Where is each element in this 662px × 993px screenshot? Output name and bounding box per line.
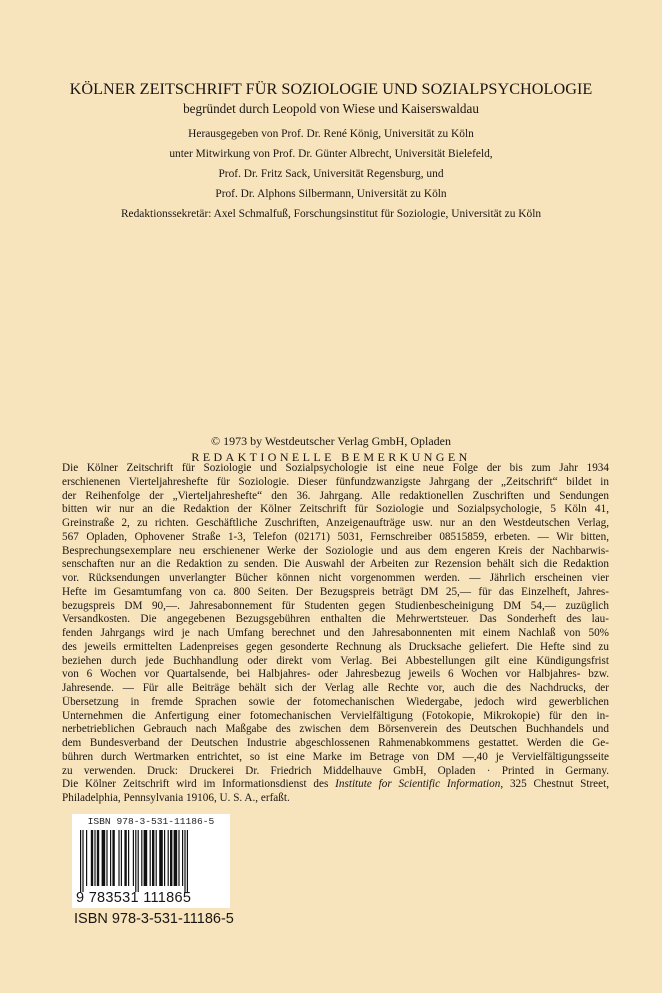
barcode-bar [170, 830, 172, 886]
body-line: Hefte im Gesamtumfang von ca. 800 Seiten. Der Bezugspreis beträgt DM 25,— für das Einzelheft, Jahres- [62, 585, 609, 598]
body-line: 567 Opladen, Ophovener Straße 1-3, Telefon (02171) 5031, Fernschreiber 08515859, erbeten. — Wir bitten, [62, 530, 609, 543]
copyright-notice: © 1973 by Westdeutscher Verlag GmbH, Opladen [211, 434, 451, 448]
barcode-bar [168, 830, 169, 886]
text-span: Die Kölner Zeitschrift wird im Informationsdienst des [62, 778, 336, 791]
barcode-bar [91, 830, 93, 886]
body-line: bitten wir nur an die Redaktion der Kölner Zeitschrift für Soziologie und Sozialpsychologie, 5 Köln 41, [62, 503, 609, 516]
barcode-bar [112, 830, 114, 886]
barcode-bar [124, 830, 126, 886]
body-line: Versandkosten. Die angegebenen Bezugsgebühren enthalten die Mehrwertsteuer. Das Sonderheft des lau- [62, 613, 609, 626]
body-line: Übersetzung in fremde Sprachen sowie der fotomechanischen Wiedergabe, jedoch wird gewerblichen [62, 695, 609, 708]
editor-line: unter Mitwirkung von Prof. Dr. Günter Albrecht, Universität Bielefeld, [169, 148, 493, 160]
barcode-bar [82, 830, 83, 892]
barcode-bar [128, 830, 129, 886]
body-line: Die Kölner Zeitschrift für Soziologie und Sozialpsychologie ist eine neue Folge der bis zum Jahr 1934 [62, 462, 609, 474]
institute-name: Institute for Scientific Information [335, 778, 501, 791]
isbn-text: ISBN 978-3-531-11186-5 [74, 911, 234, 927]
barcode-bar [110, 830, 111, 886]
body-line: zu verwenden. Druck: Druckerei Dr. Friedrich Middelhauve GmbH, Opladen · Printed in Germany. [62, 764, 609, 777]
barcode-bar [133, 830, 134, 886]
body-line: dem Bundesverband der Deutschen Industrie abgeschlossenen Rahmenabkommens gestattet. Werden die Ge- [62, 737, 609, 749]
barcode-bar [178, 830, 179, 886]
body-line: Jahresende. — Für alle Beiträge behält sich der Verlag alle Rechte vor, auch die des Nachdrucks, der [62, 682, 609, 694]
barcode-bar [182, 830, 183, 886]
journal-title: KÖLNER ZEITSCHRIFT FÜR SOZIOLOGIE UND SOZIALPSYCHOLOGIE [69, 80, 593, 98]
body-line: bezugspreis DM 90,—. Jahresabonnement für Studenten gegen Studienbescheinigung DM 54,— zuzüglich [62, 599, 609, 612]
barcode-bar [174, 830, 178, 886]
body-line: von 6 Wochen vor Quartalsende, bei Halbjahres- oder Jahresbezug jeweils 6 Wochen vor Halbjahres- bzw. [62, 668, 609, 681]
body-line: des jeweils ermittelten Ladenpreises gegen gesonderte Rechnung als Drucksache geliefert. Die Hefte sind zu [62, 640, 609, 653]
barcode-bar [97, 830, 99, 886]
barcode-bar [152, 830, 154, 886]
barcode-digits: 9 783531 111865 [76, 890, 192, 906]
body-line: nerbetrieblichen Gebrauch nach Maßgabe des zwischen dem Börsenverein des Deutschen Buchhandels und [62, 723, 609, 736]
barcode-bar [135, 830, 136, 892]
barcode-bar [187, 830, 188, 892]
section-heading: REDAKTIONELLE BEMERKUNGEN [191, 450, 471, 464]
barcode-bar [94, 830, 95, 886]
barcode-bar [106, 830, 107, 886]
body-line [62, 778, 609, 792]
body-line: Greinstraße 2, zu richten. Geschäftliche Zuschriften, Anzeigenaufträge usw. nur an den Westdeutschen Verlag, [62, 517, 609, 529]
barcode-bars [80, 830, 226, 892]
isbn-barcode [72, 814, 230, 908]
editor-line: Herausgegeben von Prof. Dr. René König, Universität zu Köln [188, 128, 474, 140]
barcode-bar [164, 830, 165, 886]
body-line: Besprechungsexemplare neu erschienener Werke der Soziologie und aus dem engeren Kreis der Nachbarwis- [62, 544, 609, 557]
isbn-barcode-label: ISBN 978-3-531-11186-5 [87, 816, 215, 827]
editorial-remarks-paragraph [62, 462, 609, 806]
body-line: Unternehmen die Anfertigung einer fotomechanischen Vervielfältigung (Fotokopie, Mikrokopie) für den in- [62, 709, 609, 722]
editor-line: Prof. Dr. Fritz Sack, Universität Regensburg, und [218, 168, 444, 180]
body-line: der Reihenfolge der „Vierteljahreshefte“ den 36. Jahrgang. Alle redaktionellen Zuschriften und Sendungen [62, 489, 609, 502]
body-line: bühren durch Wertmarken entrichtet, so ist eine Marke im Betrage von DM —,40 je Vervielfältigungsseite [62, 750, 609, 763]
barcode-bar [156, 830, 157, 886]
barcode-bar [144, 830, 148, 886]
barcode-bar [141, 830, 142, 886]
barcode-bar [159, 830, 163, 886]
journal-subtitle: begründet durch Leopold von Wiese und Kaiserswaldau [183, 101, 479, 116]
editor-line: Prof. Dr. Alphons Silbermann, Universität zu Köln [215, 188, 447, 200]
barcode-bar [121, 830, 122, 886]
barcode-bar [102, 830, 106, 886]
barcode-bar [118, 830, 119, 886]
text-span: , 325 Chestnut Street, [500, 778, 609, 791]
editorial-secretary-line: Redaktionssekretär: Axel Schmalfuß, Forschungsinstitut für Soziologie, Universität zu Köln [120, 208, 542, 220]
body-line: Philadelphia, Pennsylvania 19106, U. S. A., erfaßt. [62, 792, 290, 804]
body-line: senschaften nur an die Redaktion zu senden. Die Auswahl der Arbeiten zur Rezension behält sich die Redaktion [62, 558, 609, 571]
barcode-bar [80, 830, 81, 892]
barcode-bar [86, 830, 87, 886]
body-line: fenden Jahrgangs wird je nach Umfang berechnet und den Jahresabonnenten mit einem Nachlaß von 50% [62, 627, 609, 639]
barcode-bar [138, 830, 139, 892]
body-line: beziehen durch jede Buchhandlung oder direkt vom Verlag. Bei Abbestellungen gilt eine Kündigungsfrist [62, 654, 609, 667]
body-line: vor. Rücksendungen unverlangter Bücher können nicht vorgenommen werden. — Jährlich erscheinen vier [62, 572, 609, 584]
barcode-bar [184, 830, 185, 892]
barcode-bar [150, 830, 151, 886]
body-line: erschienenen Vierteljahreshefte für Soziologie. Dieser fünfundzwanzigste Jahrgang der „Zeitschrift“ bildet in [62, 475, 609, 488]
